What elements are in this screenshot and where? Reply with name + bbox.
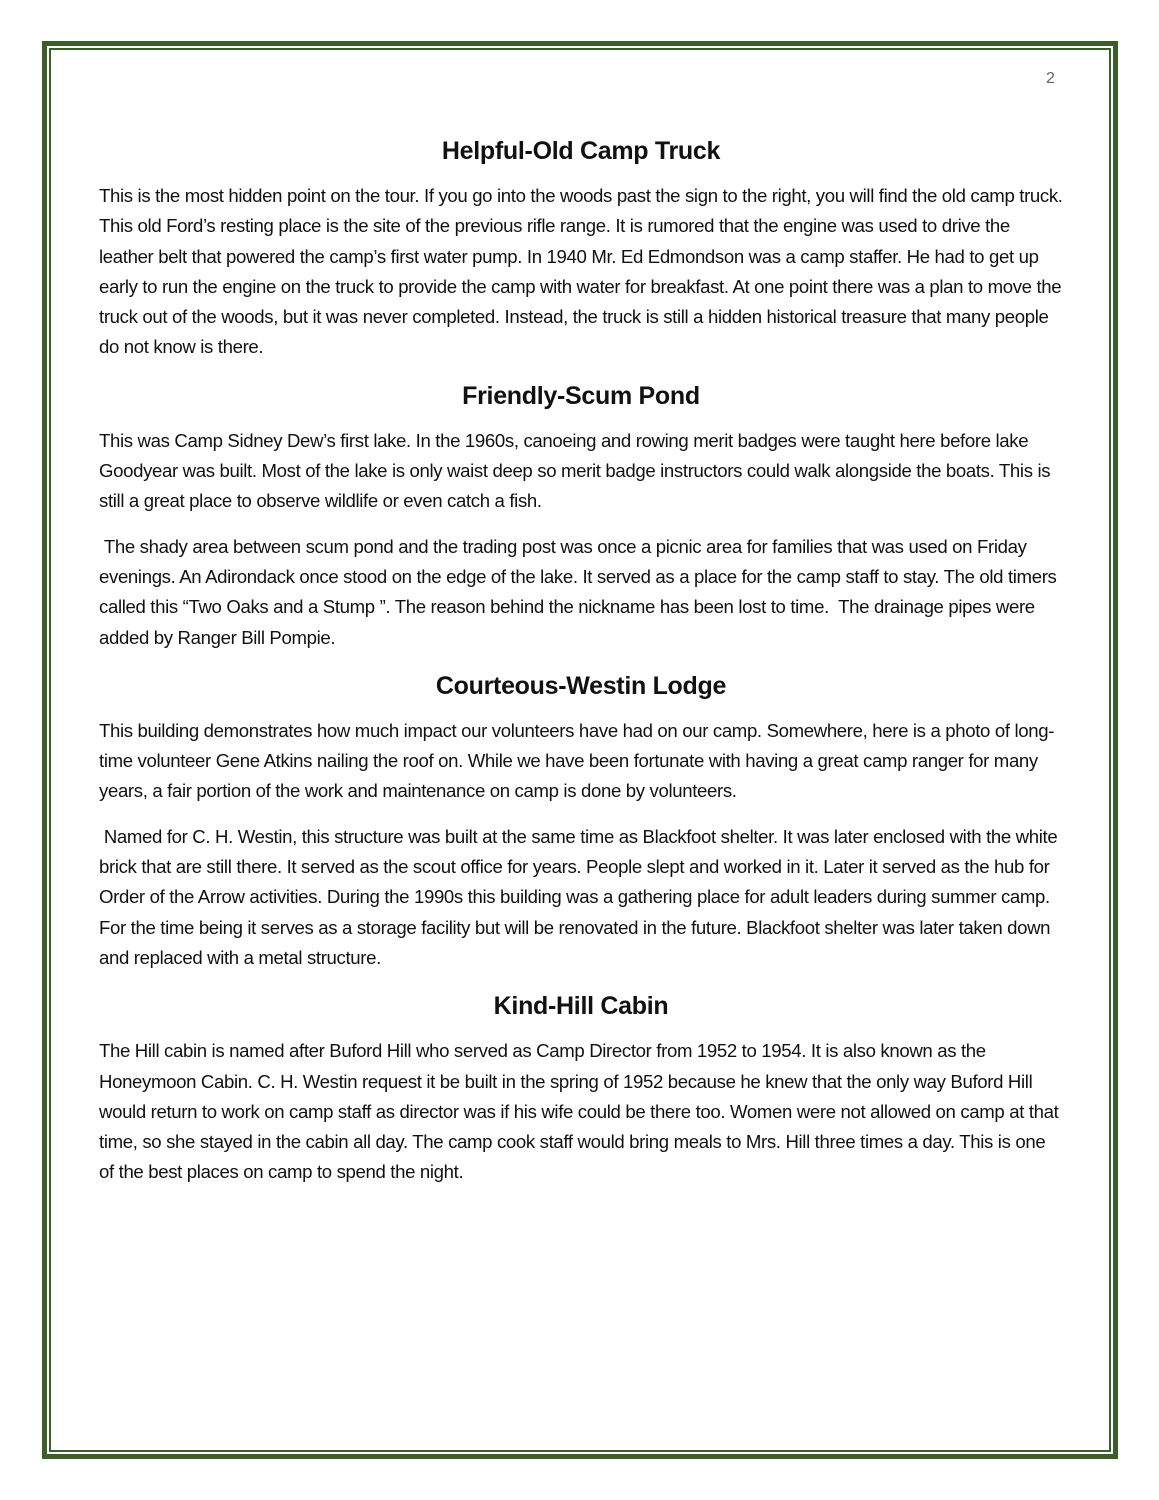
section-heading: Courteous-Westin Lodge [435,671,727,700]
page-number: 2 [1046,70,1055,87]
document-body [99,133,1063,1203]
paragraph: This is the most hidden point on the tour. If you go into the woods past the sign to the right, you will find the old camp truck. This old Ford’s resting place is the site of the previous rifle range. It is rumored that the engine was used to drive the leather belt that powered the camp’s first water pump. In 1940 Mr. Ed Edmondson was a camp staffer. He had to get up early to run the engine on the truck to provide the camp with water for breakfast. At one point there was a plan to move the truck out of the woods, but it was never completed. Instead, the truck is still a hidden historical treasure that many people do not know is there. [99,185,1063,358]
section-hill-cabin [99,988,1063,1187]
section-heading: Friendly-Scum Pond [462,381,700,410]
section-scum-pond [99,378,1063,653]
paragraph: This building demonstrates how much impact our volunteers have had on our camp. Somewhere, here is a photo of long-time volunteer Gene Atkins nailing the roof on. While we have been fortunate with having a great camp ranger for many years, a fair portion of the work and maintenance on camp is done by volunteers. [99,719,1055,802]
section-westin-lodge [99,668,1063,973]
section-heading: Kind-Hill Cabin [493,992,669,1021]
section-heading: Helpful-Old Camp Truck [441,137,721,165]
paragraph: The Hill cabin is named after Buford Hill who served as Camp Director from 1952 to 1954. It is also known as the Honeymoon Cabin. C. H. Westin request it be built in the spring of 1952 because he knew that the only way Buford Hill would return to work on camp staff as director was if his wife could be there too. Women were not allowed on camp at that time, so she stayed in the cabin all day. The camp cook staff would bring meals to Mrs. Hill three times a day. This is one of the best places on camp to spend the night. [99,1040,1059,1183]
paragraph: Named for C. H. Westin, this structure was built at the same time as Blackfoot shelter. It was later enclosed with the white brick that are still there. It served as the scout office for years. People slept and worked in it. Later it served as the hub for Order of the Arrow activities. During the 1990s this building was a gathering place for adult leaders during summer camp. For the time being it serves as a storage facility but will be renovated in the future. Blackfoot shelter was later taken down and replaced with a metal structure. [99,825,1063,968]
section-old-camp-truck [99,133,1063,363]
paragraph: This was Camp Sidney Dew’s first lake. In the 1960s, canoeing and rowing merit badges were taught here before lake Goodyear was built. Most of the lake is only waist deep so merit badge instructors could walk alongside the boats. This is still a great place to observe wildlife or even catch a fish. [99,429,1051,512]
paragraph: The shady area between scum pond and the trading post was once a picnic area for families that was used on Friday evenings. An Adirondack once stood on the edge of the lake. It served as a place for the camp staff to stay. The old timers called this “Two Oaks and a Stump ”. The reason behind the nickname has been lost to time. The drainage pipes were added by Ranger Bill Pompie. [99,535,1062,648]
